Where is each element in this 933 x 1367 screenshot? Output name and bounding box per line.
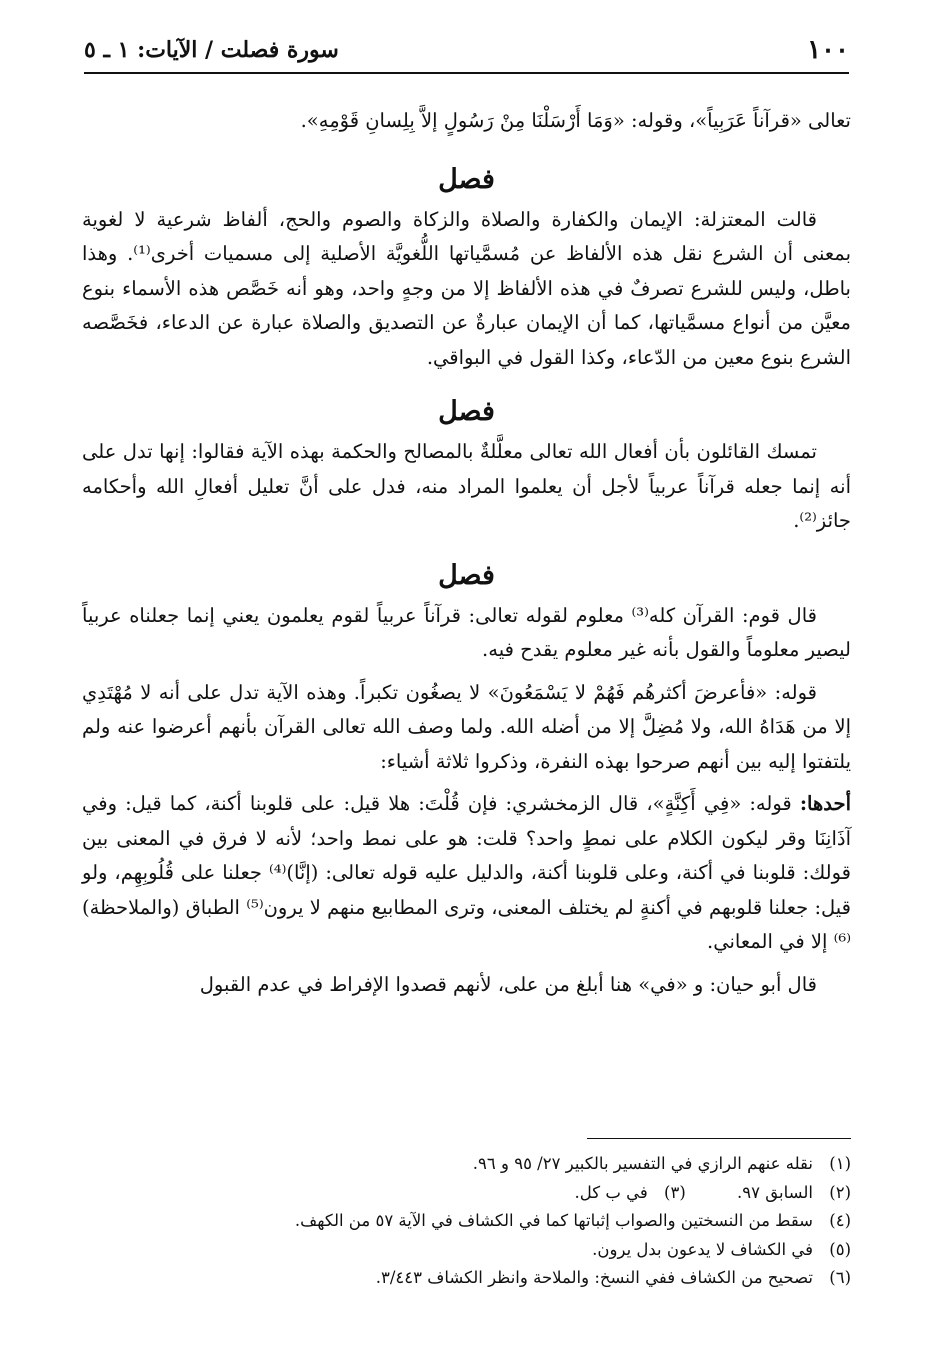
paragraph-text: قوله: «فِي أَكِنَّةٍ»، قال الزمخشري: فإن قُلْتَ: هلا قيل: على قلوبنا أكنة، كما قيل: وفي آذَانِنَا وقر ليكون الكلام على نمطٍ واحد؟ قلت: هو على نمط واحد؛ لأنه لا فرق في المعنى بين قولك: قلوبنا في أكنة، وعلى قلوبنا أكنة، والدليل عليه قوله تعالى: (إنَّا)⁽⁴⁾ جعلنا على قُلُوبِهِم، ولو قيل: جعلنا قلوبهم في أكنةٍ لم يختلف المعنى، وترى المطابيع منهم لا يرون⁽⁵⁾ الطباق (والملاحظة)⁽⁶⁾ إلا في المعاني. xyxy=(82,792,851,953)
footnote-row xyxy=(82,1179,851,1208)
footnote-number: (١) xyxy=(829,1154,851,1173)
footnote xyxy=(82,1236,851,1265)
footnote xyxy=(575,1179,686,1208)
footnote-number: (٦) xyxy=(829,1268,851,1287)
footnote-text: تصحيح من الكشاف ففي النسخ: والملاحة وانظر الكشاف ٣/٤٤٣. xyxy=(375,1268,813,1287)
footnote-number: (٥) xyxy=(829,1239,851,1259)
footnotes xyxy=(82,1150,851,1293)
footnote-number: (٢) xyxy=(829,1182,851,1202)
footnote-text: سقط من النسختين والصواب إثباتها كما في الكشاف في الآية ٥٧ من الكهف. xyxy=(294,1211,813,1230)
lead-word: أحدها: xyxy=(799,792,851,815)
paragraph: قال قوم: القرآن كله⁽³⁾ معلوم لقوله تعالى: قرآناً عربياً لقوم يعلمون يعني إنما جعلناه عربياً ليصير معلوماً والقول بأنه غير معلوم يقدح فيه. xyxy=(82,603,851,661)
paragraph: تمسك القائلون بأن أفعال الله تعالى معلَّلةٌ بالمصالح والحكمة بهذه الآية فقالوا: إنها تدل على أنه إنما جعله قرآناً عربياً لأجل أن يعلموا المراد منه، فدل على أنَّ تعليل أفعالِ الله وأحكامه جائز⁽²⁾. xyxy=(82,440,851,532)
running-head xyxy=(84,34,849,74)
footnote-separator xyxy=(587,1138,851,1139)
page-number: ١٠٠ xyxy=(807,35,849,65)
footnote-number: (٤) xyxy=(829,1211,851,1230)
footnote xyxy=(737,1179,851,1208)
section-heading: فصل xyxy=(438,396,495,427)
paragraph xyxy=(82,787,851,960)
footnote-text: في ب كل. xyxy=(574,1182,648,1202)
footnote xyxy=(82,1150,851,1179)
paragraph: قال أبو حيان: و «في» هنا أبلغ من على، لأنهم قصدوا الإفراط في عدم القبول xyxy=(199,972,817,996)
footnote-text: السابق ٩٧. xyxy=(737,1182,813,1202)
section-heading: فصل xyxy=(438,163,495,195)
paragraph: قالت المعتزلة: الإيمان والكفارة والصلاة والزكاة والصوم والحج، ألفاظ شرعية لا لغوية بمعنى أن الشرع نقل هذه الألفاظ عن مُسمَّياتها اللُّغويَّة الأصلية إلى مسميات أخرى⁽¹⁾. وهذا باطل، وليس للشرع تصرفٌ في هذه الألفاظ إلا من وجهٍ واحد، وهو أنه خَصَّص هذه الأسماء بنوع معيَّن من أنواع مسمَّياتها، كما أن الإيمان عبارةٌ عن التصديق والصلاة عبارة عن الدعاء، فخَصَّصه الشرع بنوع معين من الدّعاء، وكذا القول في البواقي. xyxy=(82,207,851,369)
footnote xyxy=(82,1207,851,1236)
paragraph: قوله: «فأعرضَ أكثرهُم فَهُمْ لا يَسْمَعُونَ» لا يصغُون تكبراً. وهذه الآية تدل على أنه لا مُهْتَدِي إلا من هَدَاهُ الله، ولا مُضِلَّ إلا من أضله الله. ولما وصف الله تعالى القرآن بأنهم أعرضوا عنه ولم يلتفتوا إليه بين أنهم صرحوا بهذه النفرة، وذكروا ثلاثة أشياء: xyxy=(82,680,851,773)
section-heading: فصل xyxy=(438,559,495,591)
footnote xyxy=(82,1264,851,1293)
header-rule xyxy=(84,72,849,74)
footnote-number: (٣) xyxy=(664,1182,686,1202)
running-head-title: سورة فصلت / الآيات: ١ ـ ٥ xyxy=(84,37,339,63)
main-text xyxy=(82,104,851,1002)
paragraph: تعالى «قرآناً عَرَبِياً»، وقوله: «وَمَا أَرْسَلْنَا مِنْ رَسُولٍ إلاَّ بِلِسانِ قَوْمِهِ». xyxy=(300,109,851,132)
footnote-text: في الكشاف لا يدعون بدل يرون. xyxy=(592,1239,813,1259)
footnote-text: نقله عنهم الرازي في التفسير بالكبير ٢٧/ ٩٥ و ٩٦. xyxy=(472,1154,813,1173)
